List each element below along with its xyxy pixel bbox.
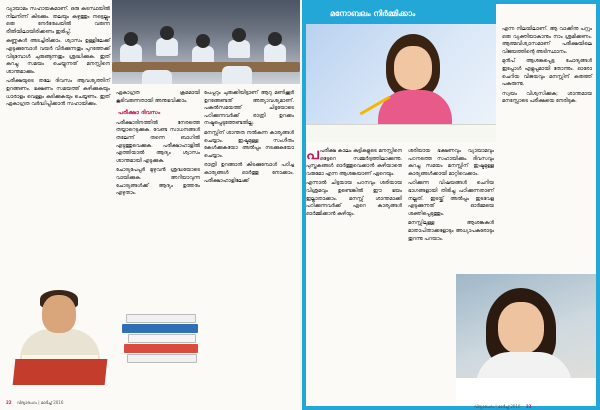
right-page-content [306,4,596,409]
paragraph: എന്നാൽ ചിട്ടയായ പഠനവും ശരിയായ വിശ്രമവും ഉണ്ടെങ്കിൽ ഈ ഭയം ഇല്ലാതാക്കാം. മനസ്സ് ശാന്തമാക്കി പഠിക്കുന്നവർക്ക് ഏറെ കാര്യങ്ങൾ ഓർമ്മിക്കാൻ കഴിയും. [306,180,402,217]
paragraph: ഏകാഗ്രത ക്രമമായി കൂടിവരുന്നതായി അനുഭവിക്കാം. [116,90,200,104]
paragraph: ചോദ്യപേപ്പർ മുഴുവൻ ശ്രദ്ധയോടെ വായിക്കുക. അറിയാവുന്ന ചോദ്യങ്ങൾക്ക് ആദ്യം ഉത്തരം എഴുതാം. [116,167,200,197]
paragraph: പപരീക്ഷ കാലം കുട്ടികളുടെ മനസ്സിനെ ഒട്ടേറെ സമ്മർദ്ദത്തിലാക്കുന്നു. പുസ്തകങ്ങൾ ഓർത്തുവെക്കാൻ കഴിയാതെ വരുമോ എന്ന ആശങ്കയാണ് ഏറെയും. [306,145,402,177]
paragraph: പേപ്പറും ചുരുക്കിയിട്ടാണ് ആറു മണിക്കൂർ ഉറങ്ങേണ്ടത് അത്യാവശ്യമാണ്. പകൽസമയത്ത് ചിട്ടയോടെ പഠിക്കുന്നവർക്ക് രാത്രി ഉറക്കം നഷ്ടപ്പെടുത്തേണ്ടതില്ല. [204,90,294,127]
right-column-1 [306,145,402,220]
paragraph: രാത്രി ഉറങ്ങാൻ കിടക്കുമ്പോൾ പഠിച്ച കാര്യങ്ങൾ ഓർത്തു നോക്കാം. പരീക്ഷാഹാളിലേക്ക് [204,162,294,184]
right-page [302,0,600,410]
left-column-1 [6,6,110,111]
page-number: 22 [6,400,12,405]
thinking-girl-photo [306,24,496,142]
left-column-2 [116,90,200,200]
paragraph: മനസ്സിന് ശാന്തത നൽകുന്ന കാര്യങ്ങൾ ചെയ്യാം. ഇഷ്ടമുള്ള സംഗീതം കേൾക്കുകയോ അൽപ്പം നടക്കുകയോ ചെയ്യാം. [204,129,294,159]
paragraph: സ്വയം വിശ്വസിക്കുക; ശാന്തമായ മനസ്സോടെ പരീക്ഷയെ നേരിടുക. [502,90,592,105]
paragraph: മനസ്സിലുള്ള ആശങ്കകൾ മാതാപിതാക്കളോടും അധ്യാപകരോടും തുറന്നു പറയാം. [408,220,494,242]
drop-cap: പ [306,145,319,163]
paragraph: പരീക്ഷയുടെ തലേ ദിവസം ആവശ്യത്തിന് ഉറങ്ങണം. ഭക്ഷണം സമയത്ത് കഴിക്കുകയും ധാരാളം വെള്ളം കുടിക്കുകയും ചെയ്യണം. ഇത് ഏകാഗ്രത വർദ്ധിപ്പിക്കാൻ സഹായിക്കും. [6,78,110,108]
page-number: 23 [525,404,532,409]
paragraph: പരീക്ഷാദിനത്തിൽ നേരത്തെ തയ്യാറെടുക്കുക. വേണ്ട സാധനങ്ങൾ തലേന്ന് തന്നെ ബാഗിൽ എടുത്തുവെക്കുക. പരീക്ഷാഹാളിൽ എത്തിയാൽ ആദ്യം ശ്വാസം ശാന്തമായി എടുക്കുക. [116,119,200,164]
paragraph: ശരിയായ ഭക്ഷണവും വ്യായാമവും പഠനത്തെ സഹായിക്കും. ദിവസവും കുറച്ചു സമയം മനസ്സിന് ഇഷ്ടമുള്ള കാര്യങ്ങൾക്കായി മാറ്റിവെക്കാം. [408,148,494,177]
footer-title: വിദ്യാരംഗം | മാർച്ച് 2016 [16,400,64,405]
footer-title: വിദ്യാരംഗം | മാർച്ച് 2016 [474,404,521,409]
classroom-photo [112,0,300,84]
paragraph: പഠിക്കുന്ന വിഷയങ്ങൾ ചെറിയ ഭാഗങ്ങളായി തിരിച്ചു പഠിക്കുന്നതാണ് നല്ലത്. ഇടയ്ക്ക് അൽപ്പം ഇടവേള എടുക്കുന്നത് ഓർമ്മയെ ശക്തിപ്പെടുത്തും. [408,180,494,217]
writing-girl-photo [456,274,596,406]
paragraph: വ്യായാമം സഹായകമാണ്. ഒരു കടസ്ഥയിൽ നിലനിന്ന് കിടക്കും. തലയും കഴുത്തും നട്ടെല്ലും ഒരു നേർരേഖയിൽ വരുന്ന രീതിയിലായിരിക്കണം ഇരിപ്പ്. [6,6,110,35]
section-subheading: പരീക്ഷാ ദിവസം [118,110,161,117]
right-column-2 [408,148,494,245]
right-column-3 [502,26,592,108]
article-title: മനോബലം നിർമ്മിക്കാം [306,4,496,24]
left-column-3 [204,90,294,187]
page-footer [6,400,63,405]
page-footer [474,404,531,409]
stacked-books-illustration [122,306,202,370]
paragraph: എന്ന നിലയിലാണ്. ആ വാക്കിനു പറ്റും ഒരു വ്യക്തിയാകാനും നാം ശ്രമിക്കണം. ആത്മവിശ്വാസമാണ് പരീക്ഷയിലെ വിജയത്തിന്റെ അടിസ്ഥാനം. [502,26,592,55]
paragraph: മുൻപ് ആശങ്കപ്പെട്ട ചോദ്യങ്ങൾ ഇപ്പോൾ എളുപ്പമായി തോന്നും. ഓരോ ചെറിയ വിജയവും മനസ്സിന് കരുത്ത് പകരുന്നു. [502,58,592,88]
boy-reading-photo [0,285,118,400]
paragraph: കണ്ണുകൾ അടച്ചിരിക്കാം. ശ്വാസം ഉള്ളിലേക്ക് എടുക്കുമ്പോൾ വയർ വീർക്കുന്നതും പുറത്തേക്ക് വിടുമ്പോൾ ചുരുങ്ങുന്നതും ശ്രദ്ധിക്കുക. ഇത് കുറച്ചു സമയം ചെയ്യുന്നത് മനസ്സിനെ ശാന്തമാക്കും. [6,38,110,75]
